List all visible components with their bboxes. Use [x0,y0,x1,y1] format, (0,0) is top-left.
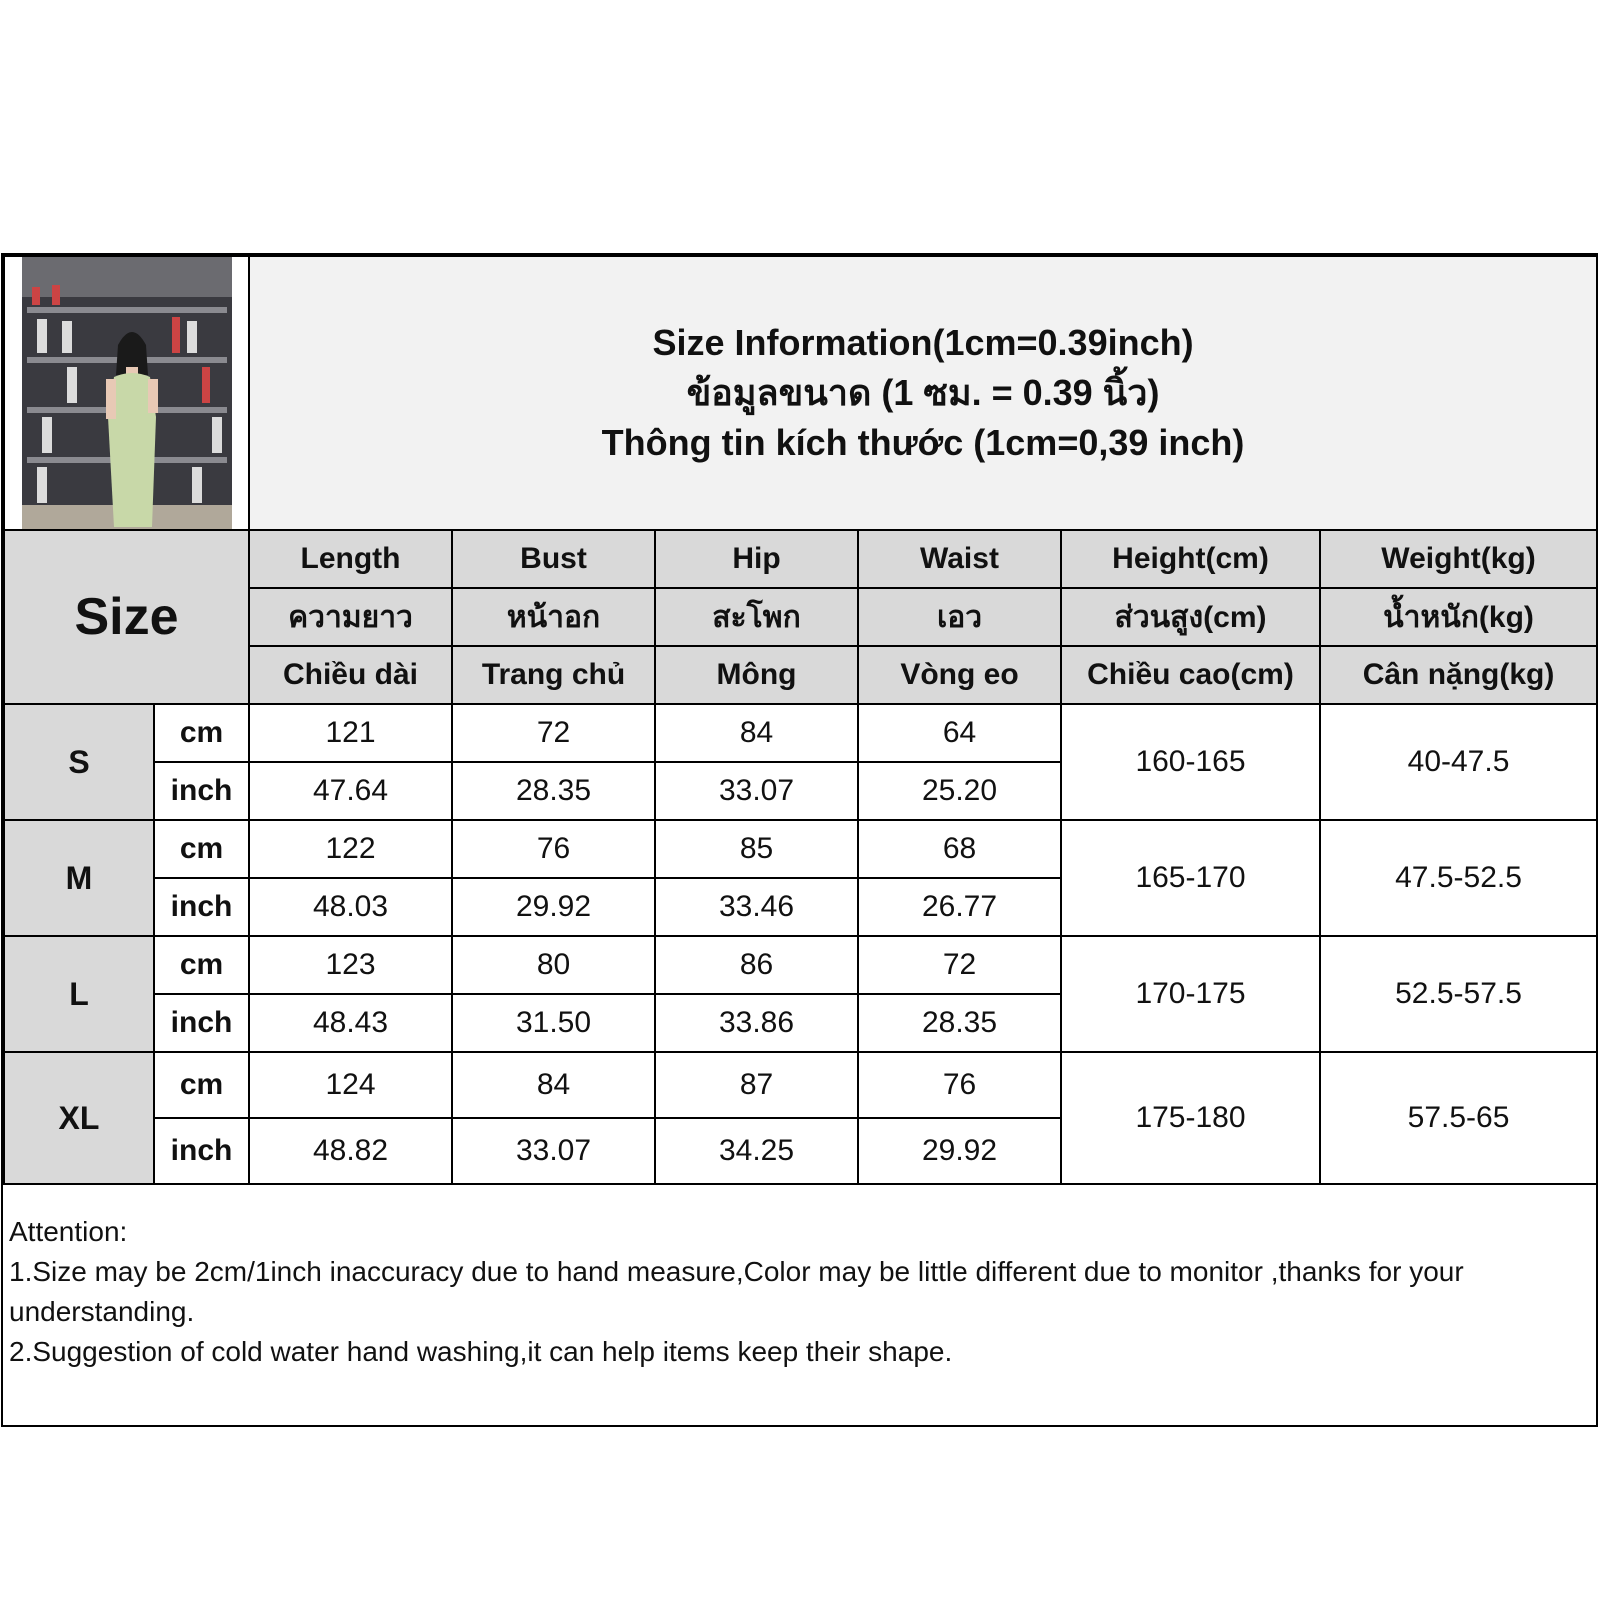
table-cell: 122 [249,820,452,878]
col-bust-en: Bust [452,530,655,588]
table-row [4,820,1597,878]
table-cell: 29.92 [858,1118,1061,1184]
table-cell: 28.35 [452,762,655,820]
unit-cm-label: cm [154,1052,249,1118]
table-cell: 72 [858,936,1061,994]
product-photo [22,257,232,529]
table-cell: 33.07 [452,1118,655,1184]
unit-inch-label: inch [154,1118,249,1184]
attention-note-2: 2.Suggestion of cold water hand washing,it can help items keep their shape. [9,1336,953,1367]
table-cell: 48.43 [249,994,452,1052]
col-bust-vi: Trang chủ [452,646,655,704]
table-cell: 87 [655,1052,858,1118]
col-waist-th: เอว [858,588,1061,646]
table-row [4,1052,1597,1118]
product-photo-cell [4,256,249,530]
col-waist-en: Waist [858,530,1061,588]
col-hip-en: Hip [655,530,858,588]
table-row [4,704,1597,762]
attention-heading: Attention: [9,1216,128,1247]
height-range: 165-170 [1061,820,1320,936]
title-thai: ข้อมูลขนาด (1 ซม. = 0.39 นิ้ว) [686,372,1160,413]
table-cell: 47.64 [249,762,452,820]
unit-cm-label: cm [154,936,249,994]
size-l-label: L [4,936,154,1052]
size-table [3,255,1598,1185]
table-cell: 124 [249,1052,452,1118]
table-cell: 86 [655,936,858,994]
table-cell: 34.25 [655,1118,858,1184]
col-length-th: ความยาว [249,588,452,646]
unit-cm-label: cm [154,820,249,878]
table-cell: 85 [655,820,858,878]
title-english: Size Information(1cm=0.39inch) [652,322,1194,363]
col-weight-th: น้ำหนัก(kg) [1320,588,1597,646]
table-row [4,936,1597,994]
table-cell: 33.46 [655,878,858,936]
size-s-label: S [4,704,154,820]
table-cell: 48.82 [249,1118,452,1184]
table-cell: 33.86 [655,994,858,1052]
height-range: 170-175 [1061,936,1320,1052]
title-cell [249,256,1597,530]
size-xl-label: XL [4,1052,154,1184]
table-cell: 76 [858,1052,1061,1118]
table-cell: 76 [452,820,655,878]
table-cell: 25.20 [858,762,1061,820]
col-height-th: ส่วนสูง(cm) [1061,588,1320,646]
col-hip-th: สะโพก [655,588,858,646]
unit-inch-label: inch [154,762,249,820]
attention-note-1: 1.Size may be 2cm/1inch inaccuracy due to hand measure,Color may be little different due to monitor ,thanks for your understanding. [9,1256,1464,1327]
height-range: 175-180 [1061,1052,1320,1184]
col-weight-vi: Cân nặng(kg) [1320,646,1597,704]
col-bust-th: หน้าอก [452,588,655,646]
size-chart-sheet [1,253,1598,1427]
table-cell: 80 [452,936,655,994]
weight-range: 57.5-65 [1320,1052,1597,1184]
unit-inch-label: inch [154,994,249,1052]
unit-cm-label: cm [154,704,249,762]
size-m-label: M [4,820,154,936]
table-cell: 72 [452,704,655,762]
table-cell: 28.35 [858,994,1061,1052]
col-weight-en: Weight(kg) [1320,530,1597,588]
table-cell: 123 [249,936,452,994]
unit-inch-label: inch [154,878,249,936]
attention-notes [3,1206,1596,1425]
title-vietnamese: Thông tin kích thước (1cm=0,39 inch) [601,422,1245,463]
table-cell: 68 [858,820,1061,878]
table-cell: 48.03 [249,878,452,936]
weight-range: 47.5-52.5 [1320,820,1597,936]
size-label: Size [4,530,249,704]
col-waist-vi: Vòng eo [858,646,1061,704]
table-cell: 26.77 [858,878,1061,936]
height-range: 160-165 [1061,704,1320,820]
col-length-vi: Chiều dài [249,646,452,704]
col-height-en: Height(cm) [1061,530,1320,588]
weight-range: 52.5-57.5 [1320,936,1597,1052]
table-cell: 121 [249,704,452,762]
weight-range: 40-47.5 [1320,704,1597,820]
table-cell: 84 [655,704,858,762]
table-cell: 33.07 [655,762,858,820]
col-hip-vi: Mông [655,646,858,704]
table-cell: 29.92 [452,878,655,936]
col-height-vi: Chiều cao(cm) [1061,646,1320,704]
table-cell: 31.50 [452,994,655,1052]
table-cell: 84 [452,1052,655,1118]
table-cell: 64 [858,704,1061,762]
col-length-en: Length [249,530,452,588]
